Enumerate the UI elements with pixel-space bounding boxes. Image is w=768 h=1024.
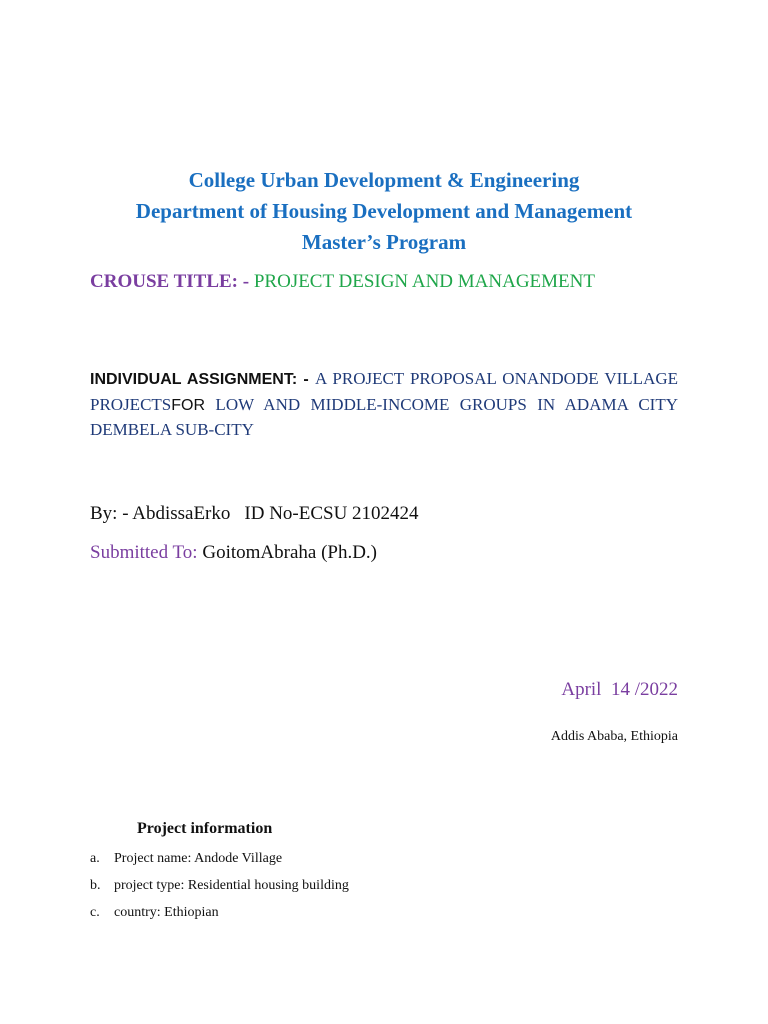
submitted-to-label: Submitted To:	[90, 542, 203, 563]
project-info-list	[90, 850, 349, 931]
list-marker: c.	[90, 905, 100, 920]
course-title-label: CROUSE TITLE: -	[90, 271, 254, 292]
assignment-text-for: FOR	[171, 396, 206, 414]
list-item	[90, 904, 349, 931]
list-item	[90, 850, 349, 877]
instructor-name: GoitomAbraha (Ph.D.)	[202, 542, 378, 563]
course-title-line	[90, 271, 595, 293]
list-item	[90, 877, 349, 904]
college-name: College Urban Development & Engineering	[188, 168, 580, 192]
assignment-paragraph	[90, 367, 678, 443]
submission-date: April 14 /2022	[561, 679, 678, 700]
assignment-text-part2: LOW AND MIDDLE-INCOME GROUPS IN ADAMA CITY DEMBELA SUB-CITY	[90, 394, 678, 439]
location: Addis Ababa, Ethiopia	[550, 729, 678, 744]
submitted-to-line	[90, 542, 377, 564]
assignment-text-part1: A PROJECT PROPOSAL ONANDODE VILLAGE PROJECTS	[90, 369, 679, 414]
program-name: Master’s Program	[301, 230, 467, 254]
list-item-text: project type: Residential housing building	[114, 878, 349, 893]
assignment-label: INDIVIDUAL ASSIGNMENT: -	[90, 371, 315, 388]
author-name: By: - AbdissaErko	[90, 503, 231, 524]
title-block	[0, 165, 768, 258]
list-marker: b.	[90, 878, 101, 893]
list-item-text: country: Ethiopian	[114, 905, 219, 920]
course-title-value: PROJECT DESIGN AND MANAGEMENT	[253, 271, 595, 292]
list-marker: a.	[90, 851, 100, 866]
student-id: ID No-ECSU 2102424	[244, 503, 419, 524]
project-info-heading: Project information	[137, 820, 273, 837]
list-item-text: Project name: Andode Village	[114, 851, 283, 866]
author-line	[90, 503, 419, 525]
department-name: Department of Housing Development and Management	[135, 199, 633, 223]
